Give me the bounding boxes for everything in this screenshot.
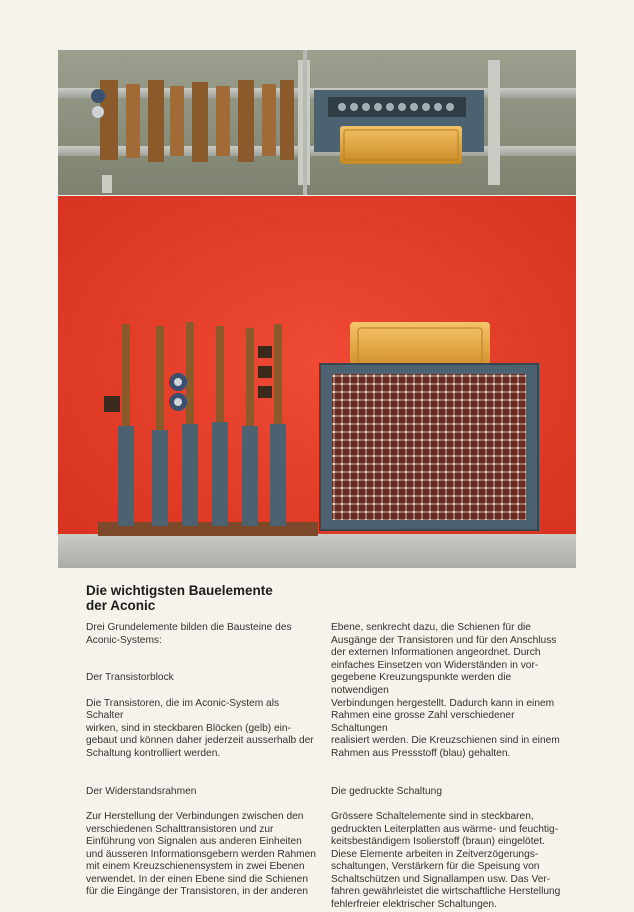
heading-line-1: Die wichtigsten Bauelemente <box>86 583 273 598</box>
subheading-gedruckte-schaltung: Die gedruckte Schaltung <box>331 785 442 797</box>
body-line: der externen Informationen angeordnet. Durch <box>331 647 541 659</box>
intro-line: Aconic-Systems: <box>86 634 162 646</box>
body-line: Rahmen eine grosse Zahl verschiedener Schaltungen <box>331 710 515 734</box>
body-line: fehlerfreier elektrischer Schaltungen. <box>331 899 497 911</box>
subheading-widerstandsrahmen: Der Widerstandsrahmen <box>86 785 197 797</box>
body-line: gebaut und können daher jederzeit ausserhalb der <box>86 735 314 747</box>
body-line: für die Eingänge der Transistoren, in der anderen <box>86 886 309 898</box>
body-line: Einführung von Signalen aus anderen Einheiten <box>86 836 302 848</box>
body-line: realisiert werden. Die Kreuzschienen sind in einem <box>331 735 560 747</box>
body-line: Ausgänge der Transistoren und für den Anschluss <box>331 634 557 646</box>
transistor-block <box>350 322 490 368</box>
body-line: Rahmen aus Pressstoff (blau) gehalten. <box>331 747 511 759</box>
body-line: und äusseren Informationsgebern werden Rahmen <box>86 848 316 860</box>
main-components-illustration <box>58 196 576 568</box>
body-line: Schaltung kontrolliert werden. <box>86 747 221 759</box>
intro-line: Drei Grundelemente bilden die Bausteine des <box>86 622 292 633</box>
body-line: gedruckten Leiterplatten aus wärme- und feuchtig- <box>331 823 559 835</box>
photo-main-components <box>58 196 576 568</box>
subheading-transistorblock: Der Transistorblock <box>86 672 174 684</box>
body-line: gegebene Kreuzungspunkte werden die notwendigen <box>331 672 512 696</box>
body-line: wirken, sind in steckbaren Blöcken (gelb) ein- <box>86 722 291 734</box>
body-line: fahren gewährleistet die wirtschaftliche Herstellung <box>331 886 561 898</box>
body-line: einfaches Einsetzen von Widerständen in vor- <box>331 659 539 671</box>
body-line: verwendet. In der einen Ebene sind die Schienen <box>86 873 309 885</box>
body-line: verschiedenen Schalttransistoren und zur <box>86 823 274 835</box>
photo-top-assembly <box>58 50 576 195</box>
body-line: Grössere Schaltelemente sind in steckbaren, <box>331 810 534 822</box>
text-column-right <box>331 622 567 912</box>
top-assembly-illustration <box>58 50 576 195</box>
body-line: keitsbeständigem Isolierstoff (braun) eingelötet. <box>331 836 545 848</box>
body-line: Zur Herstellung der Verbindungen zwischen den <box>86 810 304 822</box>
body-line: mit einem Kreuzschienensystem in zwei Ebenen <box>86 861 305 873</box>
section-heading <box>86 583 326 613</box>
base-plate <box>58 534 576 568</box>
transistor-block-top <box>340 126 462 164</box>
body-line: Die Transistoren, die im Aconic-System als Schalter <box>86 697 280 722</box>
body-line: schaltungen, Verstärkern für die Speisung von <box>331 861 540 873</box>
body-line: Diese Elemente arbeiten in Zeitverzögerungs- <box>331 848 539 860</box>
body-line: Verbindungen hergestellt. Dadurch kann in einem <box>331 697 555 709</box>
body-line: Schaltschützen und Signallampen usw. Das Ver- <box>331 873 551 885</box>
resistor-frame <box>320 364 538 530</box>
text-column-left <box>86 622 318 899</box>
heading-line-2: der Aconic <box>86 598 156 613</box>
body-line: Ebene, senkrecht dazu, die Schienen für die <box>331 622 531 633</box>
